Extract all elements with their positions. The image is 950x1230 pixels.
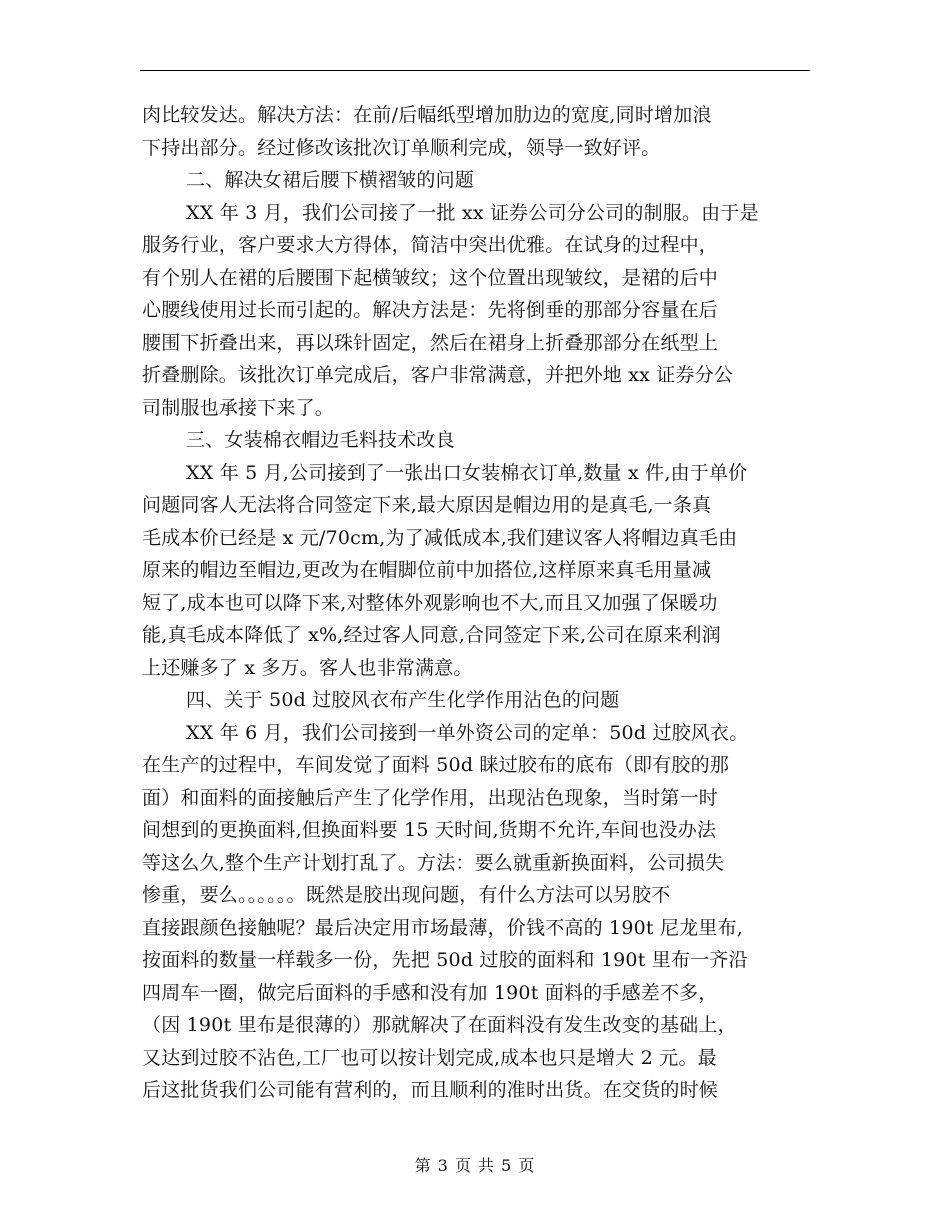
text-line: 毛成本价已经是 x 元/70cm,为了减低成本,我们建议客人将帽边真毛由 xyxy=(142,526,738,549)
text-line: 直接跟颜色接触呢？最后决定用市场最薄，价钱不高的 190t 尼龙里布, xyxy=(142,916,744,939)
text-line: 面）和面料的面接触后产生了化学作用，出现沾色现象，当时第一时 xyxy=(142,786,719,809)
text-line: 等这么久,整个生产计划打乱了。方法：要么就重新换面料，公司损失 xyxy=(142,851,725,874)
text-line: 间想到的更换面料,但换面料要 15 天时间,货期不允许,车间也没办法 xyxy=(142,819,717,841)
paragraph-start-line: 二、解决女裙后腰下横褶皱的问题 xyxy=(186,169,475,191)
paragraph-start-line: 四、关于 50d 过胶风衣布产生化学作用沾色的问题 xyxy=(186,689,620,711)
text-line: 按面料的数量一样载多一份，先把 50d 过胶的面料和 190t 里布一齐沿 xyxy=(142,949,748,971)
header-rule xyxy=(140,70,810,71)
text-line: 问题同客人无法将合同签定下来,最大原因是帽边用的是真毛,一条真 xyxy=(142,494,712,516)
text-line: 四周车一圈，做完后面料的手感和没有加 190t 面料的手感差不多， xyxy=(142,981,718,1004)
page-number-footer: 第 3 页 共 5 页 xyxy=(414,1156,536,1175)
text-line: 惨重，要么。。。。。。既然是胶出现问题，有什么方法可以另胶不 xyxy=(142,884,671,906)
document-body xyxy=(142,99,814,1107)
text-line: 下持出部分。经过修改该批次订单顺利完成，领导一致好评。 xyxy=(142,136,661,159)
paragraph-start-line: XX 年 3 月，我们公司接了一批 xx 证券公司分公司的制服。由于是 xyxy=(186,201,759,224)
text-line: 有个别人在裙的后腰围下起横皱纹；这个位置出现皱纹，是裙的后中 xyxy=(142,266,719,289)
text-line: 能,真毛成本降低了 x%,经过客人同意,合同签定下来,公司在原来利润 xyxy=(142,624,721,646)
text-line: 腰围下折叠出来，再以珠针固定，然后在裙身上折叠那部分在纸型上 xyxy=(142,331,719,354)
text-line: 折叠删除。该批次订单完成后，客户非常满意，并把外地 xx 证券分公 xyxy=(142,364,734,386)
paragraph-start-line: XX 年 6 月，我们公司接到一单外资公司的定单：50d 过胶风衣。 xyxy=(186,721,749,744)
text-line: 上还赚多了 x 多万。客人也非常满意。 xyxy=(142,656,473,679)
text-line: 服务行业，客户要求大方得体，简洁中突出优雅。在试身的过程中， xyxy=(142,234,719,256)
text-line: 后这批货我们公司能有营利的，而且顺利的准时出货。在交货的时候 xyxy=(142,1079,719,1101)
paragraph-start-line: XX 年 5 月,公司接到了一张出口女装棉衣订单,数量 x 件,由于单价 xyxy=(186,461,748,484)
paragraph-start-line: 三、女装棉衣帽边毛料技术改良 xyxy=(186,429,455,451)
text-line: （因 190t 里布是很薄的）那就解决了在面料没有发生改变的基础上， xyxy=(142,1014,737,1036)
text-line: 原来的帽边至帽边,更改为在帽脚位前中加搭位,这样原来真毛用量减 xyxy=(142,559,712,581)
text-line: 短了,成本也可以降下来,对整体外观影响也不大,而且又加强了保暖功 xyxy=(142,591,718,614)
text-line: 又达到过胶不沾色,工厂也可以按计划完成,成本也只是增大 2 元。最 xyxy=(142,1046,717,1069)
text-line: 肉比较发达。解决方法：在前/后幅纸型增加肋边的宽度,同时增加浪 xyxy=(142,104,712,126)
text-line: 在生产的过程中，车间发觉了面料 50d 睐过胶布的底布（即有胶的那 xyxy=(142,754,730,776)
text-line: 司制服也承接下来了。 xyxy=(142,396,335,419)
text-line: 心腰线使用过长而引起的。解决方法是：先将倒垂的那部分容量在后 xyxy=(142,299,719,321)
